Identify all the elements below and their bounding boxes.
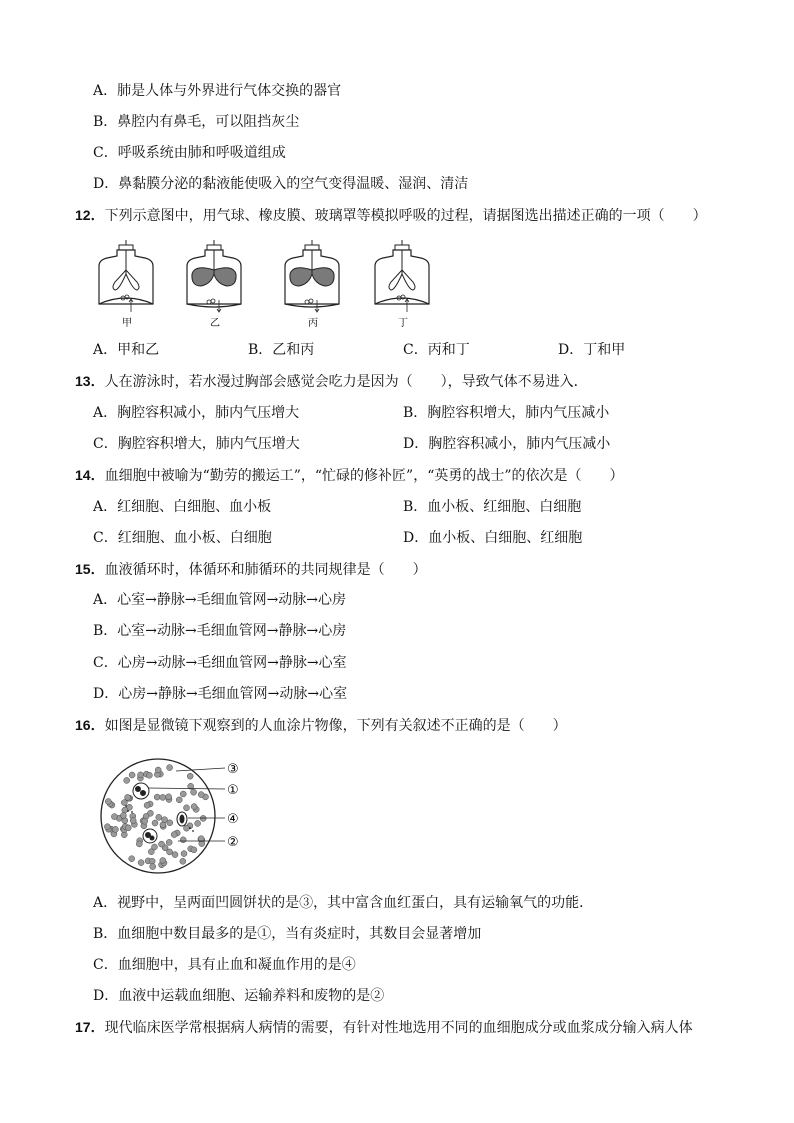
breathing-model-figure [95, 236, 445, 332]
q15-option-a: A．心室→静脉→毛细血管网→动脉→心房 [93, 592, 347, 608]
red-blood-cell [152, 844, 158, 850]
q17-question [75, 1017, 693, 1038]
red-blood-cell [191, 789, 197, 795]
red-blood-cell [187, 773, 193, 779]
red-blood-cell [130, 818, 136, 824]
q12-stem: 下列示意图中，用气球、橡皮膜、玻璃罩等模拟呼吸的过程，请据图选出描述正确的一项（ ） [104, 208, 707, 224]
q15-number: 15． [75, 561, 105, 577]
marker-3: ③ [227, 762, 239, 777]
q13-option-b: B．胸腔容积增大，肺内气压减小 [403, 405, 610, 421]
q11-option-c: C．呼吸系统由肺和呼吸道组成 [93, 145, 286, 161]
jar-ding [375, 240, 429, 312]
red-blood-cell [162, 817, 168, 823]
red-blood-cell [195, 820, 201, 826]
q14-option-a: A．红细胞、白细胞、血小板 [93, 499, 272, 515]
red-blood-cell [138, 772, 144, 778]
label-yi: 乙 [210, 318, 220, 329]
red-blood-cell [160, 858, 166, 864]
q11-option-b: B．鼻腔内有鼻毛，可以阻挡灰尘 [93, 114, 300, 130]
red-blood-cell [125, 794, 131, 800]
red-blood-cell [198, 792, 204, 798]
red-blood-cell [146, 772, 152, 778]
red-blood-cell [112, 826, 118, 832]
red-blood-cell [124, 777, 130, 783]
q15-question [75, 559, 427, 580]
red-blood-cell [149, 858, 155, 864]
jar-bing [285, 240, 339, 312]
q15-stem: 血液循环时，体循环和肺循环的共同规律是（ ） [104, 562, 427, 578]
q12-number: 12． [75, 207, 105, 223]
red-blood-cell [155, 767, 161, 773]
q12-option-c: C．丙和丁 [403, 342, 470, 358]
q17-number: 17． [75, 1019, 105, 1035]
q16-stem: 如图是显微镜下观察到的人血涂片物像，下列有关叙述不正确的是（ ） [104, 718, 567, 734]
q13-stem: 人在游泳时，若水漫过胸部会感觉会吃力是因为（ ），导致气体不易进入． [104, 374, 588, 390]
jar-yi [187, 240, 241, 312]
red-blood-cell [180, 858, 186, 864]
red-blood-cell [152, 820, 158, 826]
q14-option-b: B．血小板、红细胞、白细胞 [403, 499, 582, 515]
q12-option-a: A．甲和乙 [93, 342, 160, 358]
red-blood-cell [181, 851, 187, 857]
red-blood-cell [129, 856, 135, 862]
jar-jia [99, 240, 153, 312]
q16-option-b: B．血细胞中数目最多的是①，当有炎症时，其数目会显著增加 [93, 926, 482, 942]
red-blood-cell [172, 852, 178, 858]
q11-option-d: D．鼻黏膜分泌的黏液能使吸入的空气变得温暖、湿润、清洁 [93, 176, 469, 192]
q13-option-c: C．胸腔容积增大，肺内气压增大 [93, 436, 300, 452]
q17-stem: 现代临床医学常根据病人病情的需要，有针对性地选用不同的血细胞成分或血浆成分输入病人体 [104, 1020, 693, 1036]
red-blood-cell [104, 824, 110, 830]
q16-option-a: A．视野中，呈两面凹圆饼状的是③，其中富含血红蛋白，具有运输氧气的功能． [93, 895, 594, 911]
q14-number: 14． [75, 467, 105, 483]
red-blood-cell [171, 832, 177, 838]
red-blood-cell [111, 814, 117, 820]
red-blood-cell [167, 849, 173, 855]
q13-option-d: D．胸腔容积减小，肺内气压减小 [403, 436, 611, 452]
q16-option-c: C．血细胞中，具有止血和凝血作用的是④ [93, 957, 356, 973]
red-blood-cell [184, 805, 190, 811]
red-blood-cell [167, 765, 173, 771]
red-blood-cell [166, 794, 172, 800]
red-blood-cell [142, 818, 148, 824]
red-blood-cell [191, 804, 197, 810]
red-blood-cell [191, 847, 197, 853]
red-blood-cell [105, 799, 111, 805]
q12-question [75, 205, 707, 226]
q16-option-d: D．血液中运载血细胞、运输养料和废物的是② [93, 988, 385, 1004]
q12-option-b: B．乙和丙 [248, 342, 315, 358]
q13-question [75, 371, 588, 392]
q16-number: 16． [75, 717, 105, 733]
q13-option-a: A．胸腔容积减小，肺内气压增大 [93, 405, 300, 421]
blood-smear-figure [98, 756, 246, 876]
q15-option-c: C．心房→动脉→毛细血管网→静脉→心室 [93, 655, 347, 671]
red-blood-cell [180, 837, 186, 843]
red-blood-cell [167, 820, 173, 826]
marker-2: ② [227, 835, 239, 850]
red-blood-cell [122, 807, 128, 813]
marker-4: ④ [227, 812, 239, 827]
label-jia: 甲 [122, 318, 132, 329]
red-blood-cell [160, 794, 166, 800]
red-blood-cell [184, 825, 190, 831]
q14-option-c: C．红细胞、血小板、白细胞 [93, 530, 272, 546]
red-blood-cell [154, 794, 160, 800]
red-blood-cell [200, 815, 206, 821]
q15-option-d: D．心房→静脉→毛细血管网→动脉→心室 [93, 686, 348, 702]
q15-option-b: B．心室→动脉→毛细血管网→静脉→心房 [93, 623, 347, 639]
q11-option-a: A．肺是人体与外界进行气体交换的器官 [93, 83, 342, 99]
red-blood-cell [150, 864, 156, 870]
q12-option-d: D．丁和甲 [558, 342, 626, 358]
q16-question [75, 715, 567, 736]
red-blood-cell [180, 791, 186, 797]
red-blood-cell [129, 772, 135, 778]
q14-option-d: D．血小板、白细胞、红细胞 [403, 530, 583, 546]
red-blood-cell [159, 841, 165, 847]
red-blood-cell [125, 825, 131, 831]
marker-1: ① [227, 783, 239, 798]
red-blood-cell [138, 860, 144, 866]
red-blood-cell [136, 841, 142, 847]
q14-stem: 血细胞中被喻为“勤劳的搬运工”，“忙碌的修补匠”，“英勇的战士”的依次是（ ） [104, 468, 624, 484]
red-blood-cell [120, 813, 126, 819]
red-blood-cell [176, 797, 182, 803]
red-blood-cell [156, 814, 162, 820]
red-blood-cell [144, 802, 150, 808]
red-blood-cell [166, 839, 172, 845]
q13-number: 13． [75, 373, 105, 389]
label-bing: 丙 [308, 318, 318, 329]
label-ding: 丁 [398, 318, 408, 329]
q14-question [75, 465, 624, 486]
